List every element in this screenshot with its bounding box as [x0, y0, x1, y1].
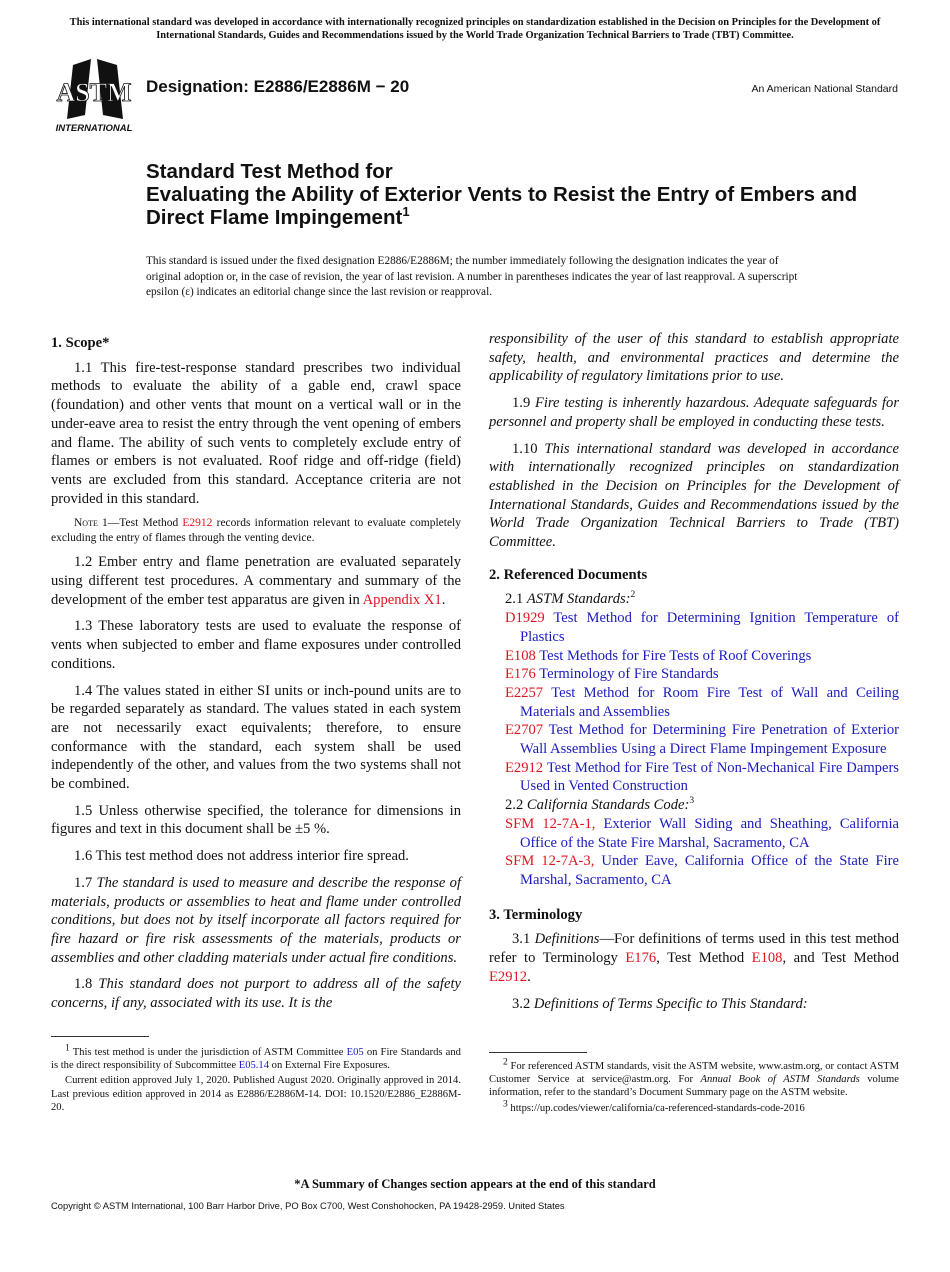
paragraph-1-4: 1.4 The values stated in either SI units or inch-pound units are to be regarded separately as standard. The values stated in each system are not necessarily exact equivalents; therefore, to ensure conformance with the standard, each system shall be used independently of the other, and values from the two systems shall not be combined.: [51, 682, 461, 793]
paragraph-1-7: 1.7 The standard is used to measure and describe the response of materials, products or assemblies to heat and flame under controlled conditions, but does not by itself incorporate all factors required for fire hazard or fire risk assessments of the materials, products or assemblies and other cladding materials under actual fire conditions.: [51, 874, 462, 966]
section-heading-terminology: 3. Terminology: [489, 906, 583, 923]
reference-item[interactable]: E176 Terminology of Fire Standards: [505, 666, 719, 683]
footnote-rule-right: [489, 1052, 587, 1053]
summary-of-changes-note: *A Summary of Changes section appears at the end of this standard: [294, 1177, 656, 1191]
footnote-1-edition: Current edition approved July 1, 2020. Published August 2020. Originally approved in 2014. Last previous edition approved in 2014 as E2886/E2886M-14. DOI: 10.1520/E2886_E2886M-20.: [51, 1075, 461, 1113]
link-appendix-x1[interactable]: Appendix X1: [362, 591, 442, 608]
paragraph-1-1: 1.1 This fire-test-response standard prescribes two individual methods to evaluate the ability of a gable end, crawl space (foundation) and other vents that mount on a vertical wall or in the under-eave area to resist the entry through the vent opening of embers and flame. The ability of such vents to completely exclude entry of flames or embers is not evaluated. Roof ridge and off-ridge (field) vents are excluded from this standard. Acceptance criteria are not provided in this standard.: [51, 359, 461, 507]
paragraph-1-8: 1.8 This standard does not purport to address all of the safety concerns, if any, associated with its use. It is the: [51, 976, 461, 1012]
reference-item[interactable]: D1929 Test Method for Determining Ignition Temperature of Plastics: [505, 610, 899, 645]
astm-standards-label: 2.1 ASTM Standards:$^2$: [505, 590, 636, 608]
astm-logo-icon: [53, 57, 135, 135]
california-standards-label: 2.2 California Standards Code:$^3$: [505, 796, 695, 814]
section-heading-scope: 1. Scope*: [51, 335, 110, 351]
left-column: [51, 328, 461, 1013]
link-e2912[interactable]: E2912: [489, 968, 528, 985]
link-e05[interactable]: E05: [346, 1047, 364, 1058]
link-e176[interactable]: E176: [625, 950, 657, 967]
svg-text:INTERNATIONAL: INTERNATIONAL: [55, 123, 133, 134]
paragraph-1-8-continued: responsibility of the user of this standard to establish appropriate safety, health, and environmental practices and determine the applicability of regulatory limitations prior to use.: [489, 331, 899, 385]
reference-item[interactable]: SFM 12-7A-1, Exterior Wall Siding and Sheathing, California Office of the State Fire Marshal, Sacramento, CA: [505, 815, 899, 851]
right-column: [489, 330, 899, 1021]
title-footnote-mark: 1: [402, 204, 410, 220]
paragraph-1-9: 1.9 Fire testing is inherently hazardous. Adequate safeguards for personnel and property shall be employed in conducting these tests.: [489, 395, 900, 430]
paragraph-1-3: 1.3 These laboratory tests are used to evaluate the response of vents when subjected to ember and flame exposures under controlled conditions.: [51, 618, 461, 672]
paragraph-1-5: 1.5 Unless otherwise specified, the tolerance for dimensions in figures and text in this document shall be ±5 %.: [51, 802, 461, 838]
svg-text:ASTM: ASTM: [56, 78, 132, 107]
reference-item[interactable]: E108 Test Methods for Fire Tests of Roof Coverings: [505, 647, 812, 664]
reference-item[interactable]: E2707 Test Method for Determining Fire Penetration of Exterior Wall Assemblies Using a Direct Flame Impingement Exposure: [505, 722, 899, 758]
paragraph-3-1: 3.1 Definitions—For definitions of terms used in this test method refer to Terminology E176, Test Method E108, and Test Method E2912.: [489, 931, 899, 985]
paragraph-1-2: 1.2 Ember entry and flame penetration are evaluated separately using different test procedures. A commentary and summary of the development of the ember test apparatus are given in Appendix X1.: [51, 554, 461, 608]
link-e2912[interactable]: E2912: [182, 517, 213, 530]
footnote-1: $^1$ This test method is under the jurisdiction of ASTM Committee E05 on Fire Standards and is the direct responsibility of Subcommittee E05.14 on External Fire Exposures.: [51, 1043, 461, 1072]
footnotes-left: [51, 1043, 461, 1116]
footnote-3: $^3$ https://up.codes/viewer/california/ca-referenced-standards-code-2016: [503, 1099, 805, 1114]
document-title: [146, 160, 866, 229]
note-1: Note 1—Test Method E2912 records information relevant to evaluate completely excluding the entry of flames through the venting device.: [51, 517, 461, 544]
footnote-rule-left: [51, 1036, 149, 1037]
link-e108[interactable]: E108: [751, 950, 783, 967]
paragraph-1-6: 1.6 This test method does not address interior fire spread.: [74, 848, 409, 865]
reference-item[interactable]: SFM 12-7A-3, Under Eave, California Office of the State Fire Marshal, Sacramento, CA: [505, 853, 899, 888]
top-notice: This international standard was developed in accordance with internationally recognized principles on standardization established in the Decision on Principles for the Development of International Standards, Guides and Recommendations issued by the World Trade Organization Technical Barriers to Trade (TBT) Committee.: [69, 17, 881, 41]
paragraph-3-2: 3.2 Definitions of Terms Specific to This Standard:: [512, 995, 808, 1012]
reference-item[interactable]: E2912 Test Method for Fire Test of Non-Mechanical Fire Dampers Used in Vented Construction: [505, 759, 899, 795]
designation: Designation: E2886/E2886M − 20: [146, 77, 410, 96]
section-heading-referenced-documents: 2. Referenced Documents: [489, 566, 648, 583]
title-line-1: Standard Test Method for: [146, 160, 393, 183]
issue-note: This standard is issued under the fixed designation E2886/E2886M; the number immediately following the designation indicates the year of original adoption or, in the case of revision, the year of last revision. A number in parentheses indicates the year of last reapproval. A superscript epsilon (ε) indicates an editorial change since the last revision or reapproval.: [146, 255, 798, 298]
paragraph-1-10: 1.10 This international standard was developed in accordance with internationally recognized principles on standardization established in the Decision on Principles for the Development of International Standards, Guides and Recommendations issued by the World Trade Organization Technical Barriers to Trade (TBT) Committee.: [489, 440, 900, 551]
footnotes-right: [489, 1057, 899, 1117]
copyright: Copyright © ASTM International, 100 Barr Harbor Drive, PO Box C700, West Conshohocken, PA 19428-2959. United States: [51, 1200, 565, 1211]
link-e05-14[interactable]: E05.14: [238, 1060, 270, 1072]
title-line-2: Evaluating the Ability of Exterior Vents to Resist the Entry of Embers and Direct Flame Impingement$^1$: [146, 183, 858, 229]
american-national-standard: An American National Standard: [751, 83, 898, 95]
reference-item[interactable]: E2257 Test Method for Room Fire Test of Wall and Ceiling Materials and Assemblies: [505, 684, 899, 720]
footnote-2: $^2$ For referenced ASTM standards, visit the ASTM website, www.astm.org, or contact ASTM Customer Service at service@astm.org. For Annual Book of ASTM Standards volume information, refer to the standard’s Document Summary page on the ASTM website.: [489, 1057, 899, 1099]
